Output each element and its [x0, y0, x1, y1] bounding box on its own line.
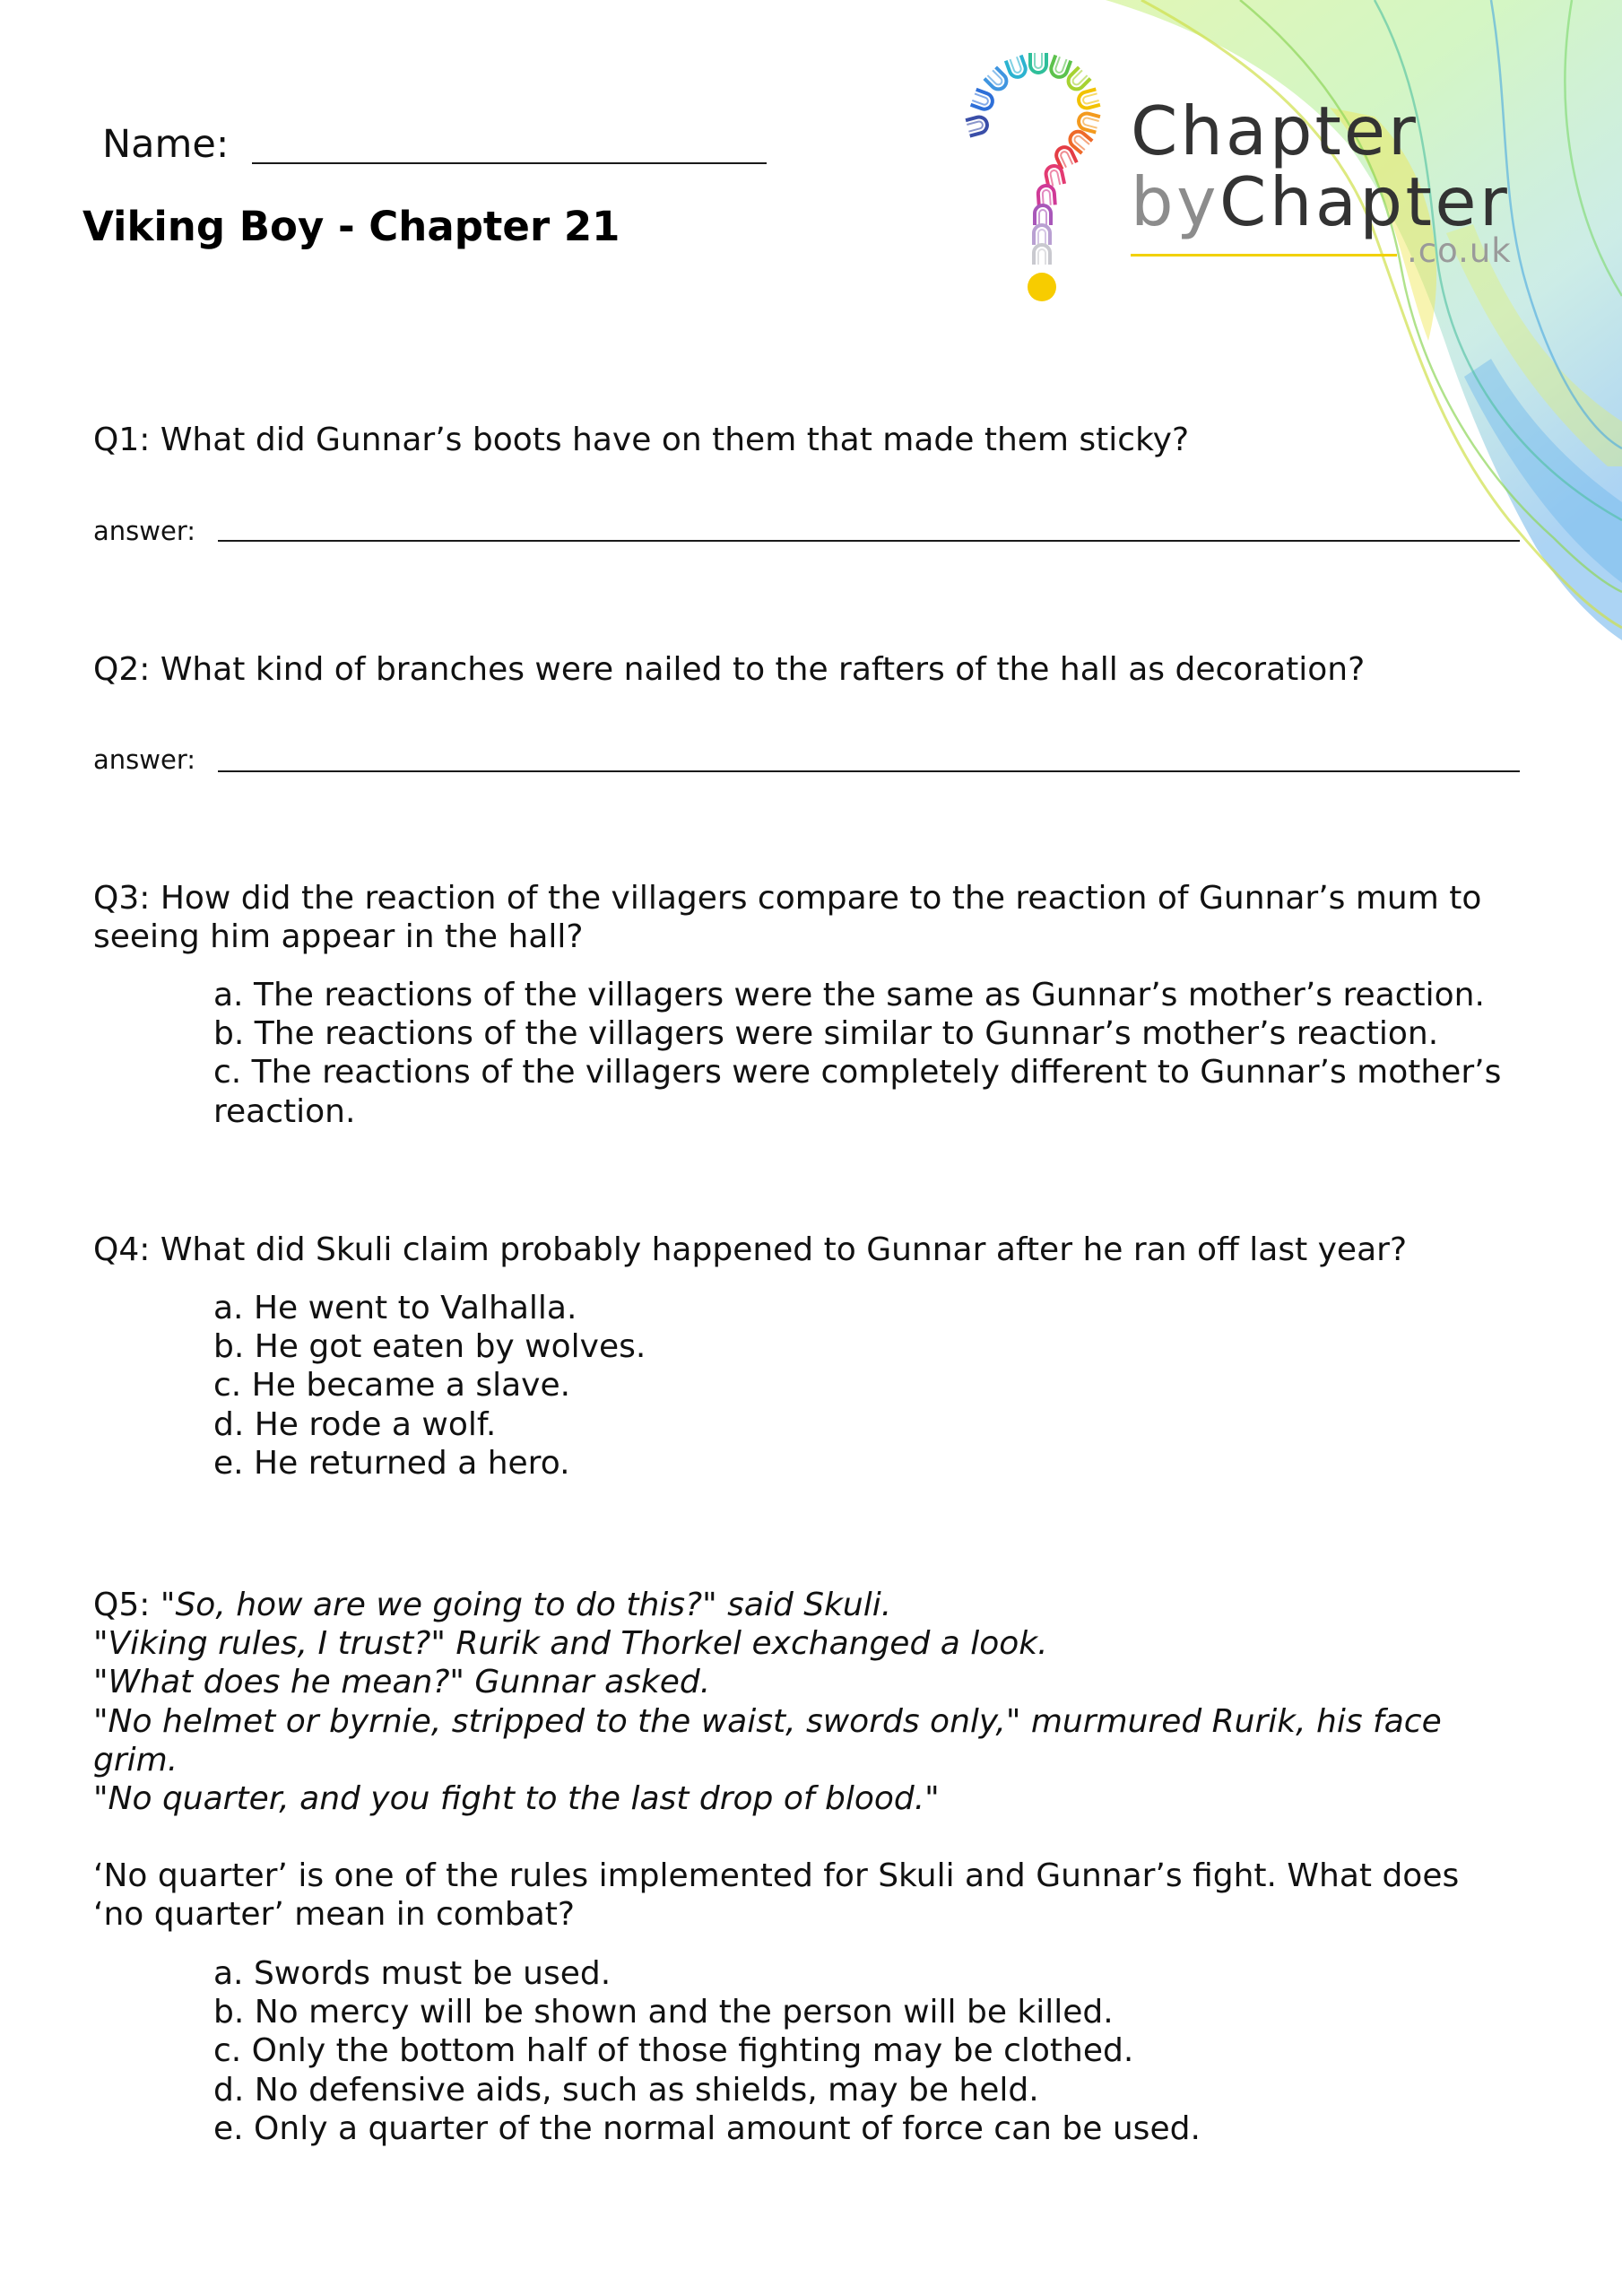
option-c: c. He became a slave. — [213, 1367, 571, 1404]
option-a: a. He went to Valhalla. — [213, 1290, 577, 1326]
logo-book-arch — [966, 115, 989, 135]
option-e: e. He returned a hero. — [213, 1445, 570, 1482]
question-5-number: Q5: — [93, 1587, 151, 1623]
logo-book-arch — [1045, 164, 1064, 187]
logo-book-arch — [1049, 56, 1071, 80]
logo-book-arch — [1035, 205, 1051, 225]
answer-line — [218, 770, 1520, 772]
answer-label: answer: — [93, 516, 196, 546]
option-a: a. Swords must be used. — [213, 1955, 612, 1992]
question-1-text: Q1: What did Gunnar’s boots have on them that made them sticky? — [93, 422, 1190, 458]
logo-book-arch — [1034, 225, 1050, 245]
question-5-quote — [93, 1586, 891, 1624]
page-title: Viking Boy - Chapter 21 — [82, 203, 620, 250]
option-b: b. No mercy will be shown and the person will be killed. — [213, 1994, 1114, 2031]
question-2-text: Q2: What kind of branches were nailed to the rafters of the hall as decoration? — [93, 651, 1366, 688]
option-c: c. The reactions of the villagers were completely different to Gunnar’s mother’s — [213, 1054, 1502, 1091]
option-d: d. He rode a wolf. — [213, 1406, 497, 1443]
logo-word-by: by — [1131, 162, 1219, 241]
answer-line — [218, 540, 1520, 542]
question-5-text: ‘no quarter’ mean in combat? — [93, 1896, 576, 1933]
question-3-text: seeing him appear in the hall? — [93, 918, 584, 955]
name-field-line — [252, 162, 767, 164]
logo-underline — [1131, 254, 1397, 257]
option-c: reaction. — [213, 1093, 356, 1130]
quote-line: "Viking rules, I trust?" Rurik and Thorkel exchanged a look. — [93, 1625, 1048, 1662]
quote-line: grim. — [93, 1742, 178, 1779]
name-label: Name: — [102, 122, 230, 167]
answer-label: answer: — [93, 744, 196, 775]
logo-book-arch — [984, 67, 1010, 92]
logo-book-arch — [1077, 111, 1100, 132]
question-5-text: ‘No quarter’ is one of the rules implemented for Skuli and Gunnar’s fight. What does — [93, 1857, 1460, 1894]
logo-word-chapter: Chapter — [1131, 91, 1418, 170]
quote-line: "No quarter, and you fight to the last drop of blood." — [93, 1780, 940, 1817]
quote-line: "So, how are we going to do this?" said Skuli. — [160, 1587, 892, 1623]
logo-book-arch — [1006, 56, 1028, 80]
logo-dot — [1028, 273, 1056, 301]
option-b: b. The reactions of the villagers were similar to Gunnar’s mother’s reaction. — [213, 1015, 1439, 1052]
logo-book-arch — [1037, 185, 1054, 205]
option-b: b. He got eaten by wolves. — [213, 1328, 646, 1365]
quote-line: "What does he mean?" Gunnar asked. — [93, 1664, 711, 1700]
quote-line: "No helmet or byrnie, stripped to the waist, swords only," murmured Rurik, his face — [93, 1703, 1442, 1740]
option-e: e. Only a quarter of the normal amount of force can be used. — [213, 2110, 1201, 2147]
logo-book-arch — [1030, 53, 1046, 73]
logo-question-mark-icon — [950, 36, 1130, 314]
logo-word-bychapter — [1131, 162, 1511, 241]
question-4-text: Q4: What did Skuli claim probably happened to Gunnar after he ran off last year? — [93, 1231, 1408, 1268]
logo-book-arch — [1034, 245, 1050, 265]
logo-word-chapter-2: Chapter — [1219, 162, 1511, 241]
logo-domain: .co.uk — [1407, 231, 1512, 270]
option-c: c. Only the bottom half of those fighting may be clothed. — [213, 2032, 1134, 2069]
logo-book-arch — [971, 90, 995, 111]
logo-book-arch — [1077, 89, 1100, 109]
option-a: a. The reactions of the villagers were the same as Gunnar’s mother’s reaction. — [213, 977, 1485, 1013]
option-d: d. No defensive aids, such as shields, may be held. — [213, 2072, 1039, 2109]
question-3-text: Q3: How did the reaction of the villagers compare to the reaction of Gunnar’s mum to — [93, 880, 1482, 917]
